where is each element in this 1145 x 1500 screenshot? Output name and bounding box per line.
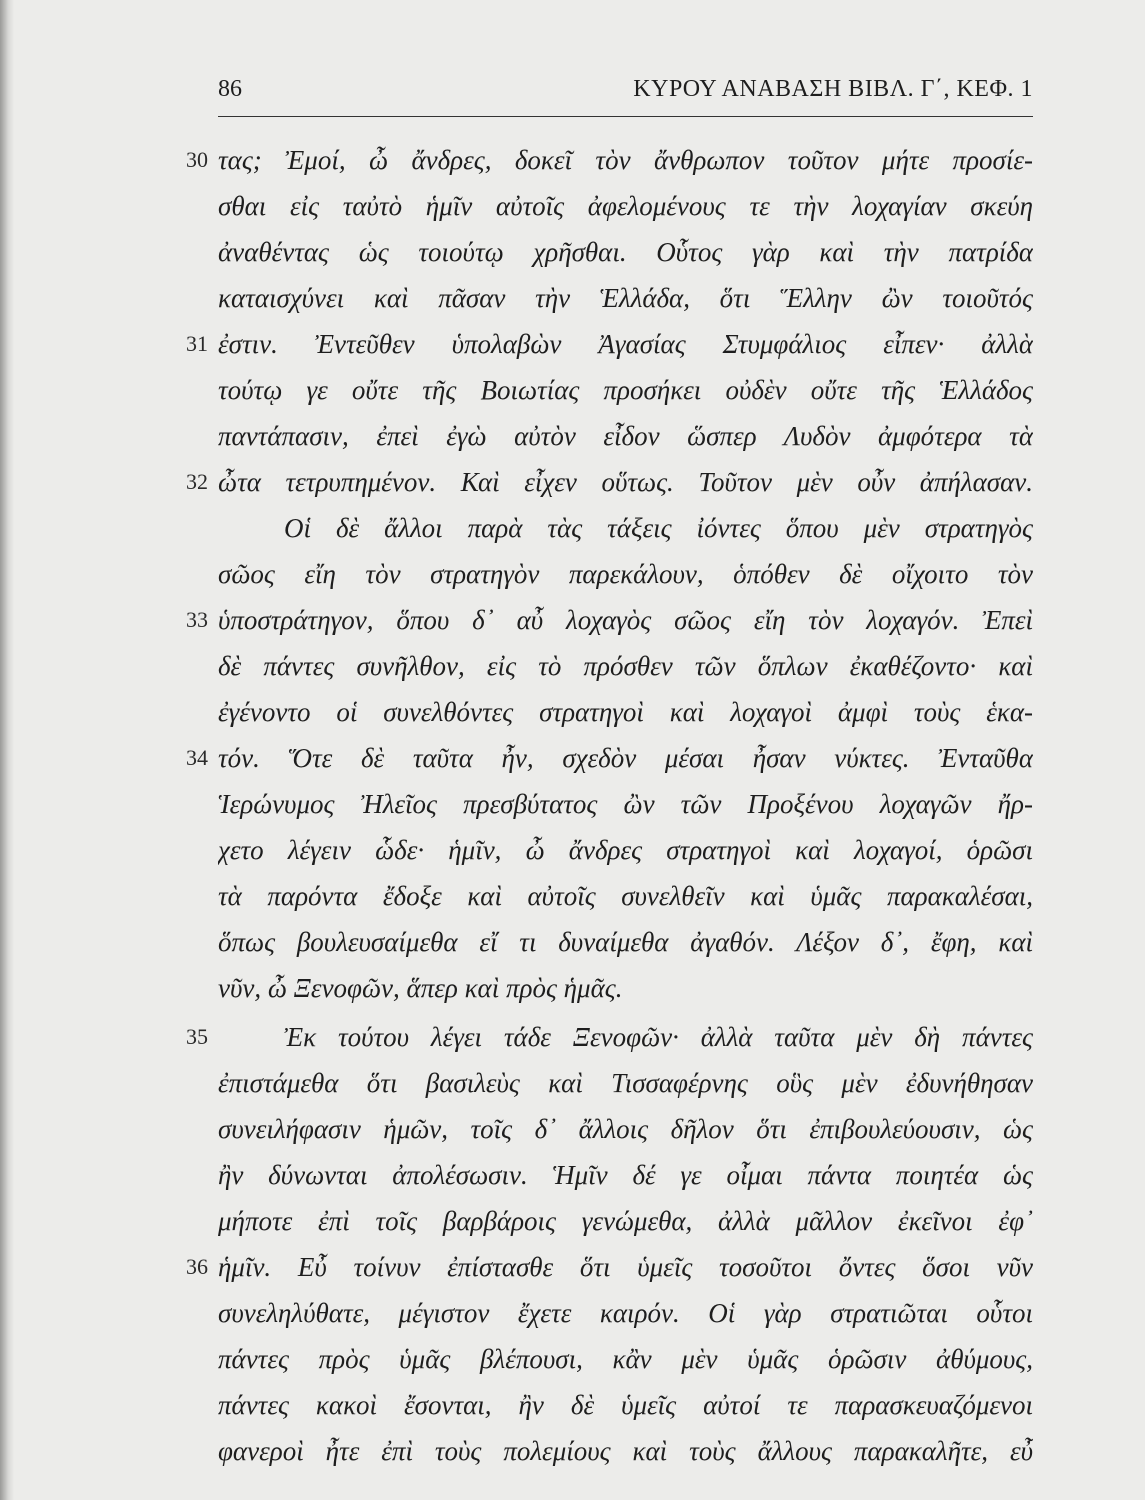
page-number: 86: [218, 76, 242, 102]
header-rule: [218, 116, 1033, 117]
text-line: ἐπιστάμεθα ὅτι βασιλεὺς καὶ Τισσαφέρνης οὓς μὲν ἐδυνήθησαν: [218, 1068, 1033, 1098]
text-line: ἀναθέντας ὡς τοιούτῳ χρῆσθαι. Οὗτος γὰρ καὶ τὴν πατρίδα: [218, 237, 1033, 267]
text-line: ἐγένοντο οἱ συνελθόντες στρατηγοὶ καὶ λοχαγοὶ ἀμφὶ τοὺς ἑκα-: [218, 697, 1033, 727]
text-line: πάντες κακοὶ ἔσονται, ἢν δὲ ὑμεῖς αὐτοί τε παρασκευαζόμενοι: [218, 1390, 1033, 1420]
text-line: τόν. Ὅτε δὲ ταῦτα ἦν, σχεδὸν μέσαι ἦσαν νύκτες. Ἐνταῦθα: [218, 743, 1033, 773]
text-line: σῶος εἴη τὸν στρατηγὸν παρεκάλουν, ὁπόθεν δὲ οἴχοιτο τὸν: [218, 559, 1033, 589]
text-line: τας; Ἐμοί, ὦ ἄνδρες, δοκεῖ τὸν ἄνθρωπον τοῦτον μήτε προσίε-: [218, 145, 1033, 175]
text-line: ἡμῖν. Εὖ τοίνυν ἐπίστασθε ὅτι ὑμεῖς τοσοῦτοι ὄντες ὅσοι νῦν: [218, 1252, 1033, 1282]
text-line: Ἱερώνυμος Ἠλεῖος πρεσβύτατος ὢν τῶν Προξένου λοχαγῶν ἤρ-: [218, 789, 1033, 819]
text-line: τὰ παρόντα ἔδοξε καὶ αὐτοῖς συνελθεῖν καὶ ὑμᾶς παρακαλέσαι,: [218, 881, 1033, 911]
text-line: πάντες πρὸς ὑμᾶς βλέπουσι, κἂν μὲν ὑμᾶς ὁρῶσιν ἀθύμους,: [218, 1344, 1033, 1374]
text-line: παντάπασιν, ἐπεὶ ἐγὼ αὐτὸν εἶδον ὥσπερ Λυδὸν ἀμφότερα τὰ: [218, 421, 1033, 451]
text-line: συνειλήφασιν ἡμῶν, τοῖς δ᾽ ἄλλοις δῆλον ὅτι ἐπιβουλεύουσιν, ὡς: [218, 1114, 1033, 1144]
page-header: [218, 76, 1033, 116]
text-line: συνεληλύθατε, μέγιστον ἔχετε καιρόν. Οἱ γὰρ στρατιῶται οὗτοι: [218, 1298, 1033, 1328]
text-line: Ἐκ τούτου λέγει τάδε Ξενοφῶν· ἀλλὰ ταῦτα μὲν δὴ πάντες: [284, 1022, 1033, 1052]
section-number: 33: [186, 607, 208, 632]
page-edge-shadow: [0, 0, 14, 1500]
text-line: ὑποστράτηγον, ὅπου δ᾽ αὖ λοχαγὸς σῶος εἴη τὸν λοχαγόν. Ἐπεὶ: [218, 605, 1033, 635]
text-line: σθαι εἰς ταὐτὸ ἡμῖν αὐτοῖς ἀφελομένους τε τὴν λοχαγίαν σκεύη: [218, 191, 1033, 221]
section-number: 34: [186, 745, 208, 770]
section-number: 35: [186, 1024, 208, 1049]
text-line: τούτῳ γε οὔτε τῆς Βοιωτίας προσήκει οὐδὲν οὔτε τῆς Ἑλλάδος: [218, 375, 1033, 405]
running-head: ΚΥΡΟΥ ΑΝΑΒΑΣΗ ΒΙΒΛ. Γ΄, ΚΕΦ. 1: [633, 76, 1033, 102]
text-line: ὅπως βουλευσαίμεθα εἴ τι δυναίμεθα ἀγαθόν. Λέξον δ᾽, ἔφη, καὶ: [218, 927, 1033, 957]
text-line: φανεροὶ ἦτε ἐπὶ τοὺς πολεμίους καὶ τοὺς ἄλλους παρακαλῆτε, εὖ: [218, 1436, 1033, 1466]
text-line: Οἱ δὲ ἄλλοι παρὰ τὰς τάξεις ἰόντες ὅπου μὲν στρατηγὸς: [284, 513, 1033, 543]
text-line: ὦτα τετρυπημένον. Καὶ εἶχεν οὕτως. Τοῦτον μὲν οὖν ἀπήλασαν.: [218, 467, 1033, 497]
text-line: μήποτε ἐπὶ τοῖς βαρβάροις γενώμεθα, ἀλλὰ μᾶλλον ἐκεῖνοι ἐφ᾽: [218, 1206, 1033, 1236]
text-line: χετο λέγειν ὧδε· ἡμῖν, ὦ ἄνδρες στρατηγοὶ καὶ λοχαγοί, ὁρῶσι: [218, 835, 1033, 865]
text-line: νῦν, ὦ Ξενοφῶν, ἅπερ καὶ πρὸς ἡμᾶς.: [218, 973, 623, 1003]
section-number: 30: [186, 147, 208, 172]
section-number: 31: [186, 331, 208, 356]
text-line: ἢν δύνωνται ἀπολέσωσιν. Ἡμῖν δέ γε οἶμαι πάντα ποιητέα ὡς: [218, 1160, 1033, 1190]
text-line: δὲ πάντες συνῆλθον, εἰς τὸ πρόσθεν τῶν ὅπλων ἐκαθέζοντο· καὶ: [218, 651, 1033, 681]
text-line: καταισχύνει καὶ πᾶσαν τὴν Ἑλλάδα, ὅτι Ἕλλην ὢν τοιοῦτός: [218, 283, 1033, 313]
section-number: 32: [186, 469, 208, 494]
section-number: 36: [186, 1254, 208, 1279]
text-line: ἐστιν. Ἐντεῦθεν ὑπολαβὼν Ἀγασίας Στυμφάλιος εἶπεν· ἀλλὰ: [218, 329, 1033, 359]
